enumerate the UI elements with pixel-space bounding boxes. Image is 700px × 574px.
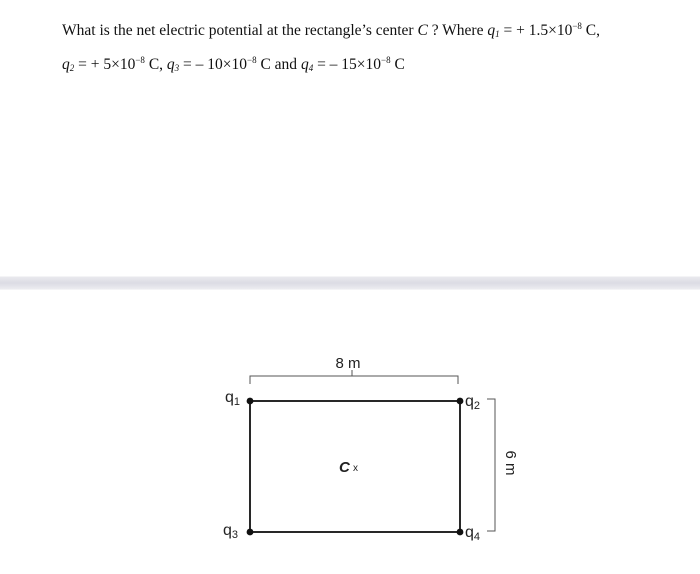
center-symbol: C <box>417 22 428 39</box>
width-label: 8 m <box>335 355 361 372</box>
charge-q3-dot <box>247 529 254 536</box>
question-where: ? Where <box>427 22 488 39</box>
question-line-1 <box>62 14 692 48</box>
q4-value: = – 15×10 <box>313 56 382 73</box>
q4-index: 4 <box>308 63 314 73</box>
q2-index: 2 <box>69 63 75 73</box>
question-text <box>62 14 692 82</box>
q1-index: 1 <box>495 29 500 39</box>
center-label: C <box>339 459 350 476</box>
rectangle-diagram <box>0 288 700 574</box>
q3-unit: C and <box>256 56 301 73</box>
charge-q3-label: q3 <box>223 522 239 541</box>
q2-symbol: q <box>62 56 70 73</box>
center-marker: x <box>353 463 358 474</box>
width-bracket <box>250 376 458 384</box>
q3-exponent: −8 <box>247 55 257 65</box>
q4-exponent: −8 <box>381 55 391 65</box>
q1-unit: C, <box>581 22 601 39</box>
q2-unit: C, <box>144 56 167 73</box>
question-line-2 <box>62 48 692 82</box>
q1-exponent: −8 <box>572 21 582 31</box>
q3-value: = – 10×10 <box>179 56 248 73</box>
charge-q4-dot <box>457 529 464 536</box>
q2-value: = + 5×10 <box>74 56 136 73</box>
diagram-svg <box>0 288 700 574</box>
charge-q4-label: q4 <box>465 524 481 543</box>
q2-exponent: −8 <box>135 55 145 65</box>
charge-q1-dot <box>247 398 254 405</box>
charge-q1-label: q1 <box>225 389 241 408</box>
charge-q2-label: q2 <box>465 393 481 412</box>
q1-value: = + 1.5×10 <box>499 22 573 39</box>
q4-symbol: q <box>300 56 309 73</box>
q4-unit: C <box>390 56 405 73</box>
q3-index: 3 <box>174 63 180 73</box>
q3-symbol: q <box>166 56 175 73</box>
height-bracket <box>487 399 495 531</box>
charge-q2-dot <box>457 398 464 405</box>
q1-symbol: q <box>487 22 496 39</box>
height-label: 6 m <box>502 450 519 476</box>
question-intro: What is the net electric potential at the rectangle’s center <box>62 22 418 39</box>
